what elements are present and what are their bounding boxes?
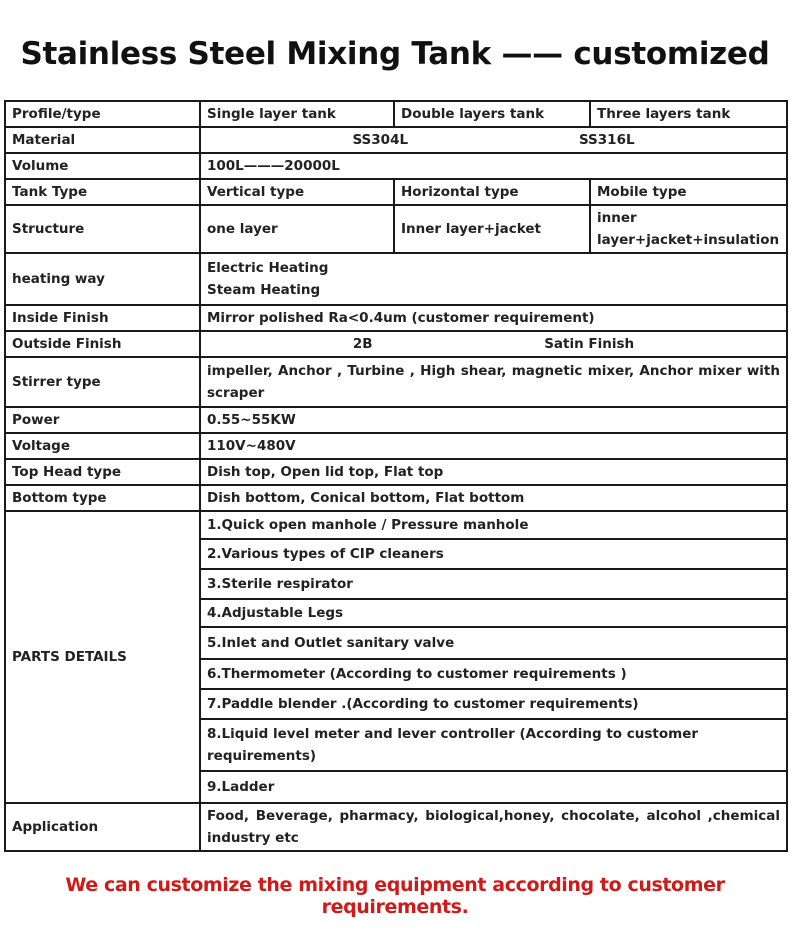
table-row [5,803,787,851]
table-row [5,101,787,127]
parts-item: 5.Inlet and Outlet sanitary valve [200,627,787,659]
footer-note: We can customize the mixing equipment according to customer requirements. [65,874,725,918]
table-row [5,357,787,407]
table-cell [200,331,787,357]
table-cell: Mobile type [590,179,787,205]
table-cell: Inner layer+jacket [394,205,590,253]
table-row [5,433,787,459]
row-label: Tank Type [5,179,200,205]
row-label: Structure [5,205,200,253]
row-label: Application [5,803,200,851]
parts-item: 6.Thermometer (According to customer requirements ) [200,659,787,689]
table-row [5,253,787,305]
parts-item: 2.Various types of CIP cleaners [200,539,787,569]
finish-2b: 2B [352,336,373,352]
row-label: Bottom type [5,485,200,511]
material-ss316l: SS316L [578,132,635,148]
parts-item: 7.Paddle blender .(According to customer requirements) [200,689,787,719]
parts-item: 3.Sterile respirator [200,569,787,599]
row-label: PARTS DETAILS [5,511,200,803]
structure-line-1: inner [597,210,637,226]
table-cell: one layer [200,205,394,253]
table-row [5,205,787,253]
row-label: Outside Finish [5,331,200,357]
table-cell: Double layers tank [394,101,590,127]
parts-item: 9.Ladder [200,771,787,803]
table-row [5,331,787,357]
row-label: Power [5,407,200,433]
structure-line-2: layer+jacket+insulation [597,232,780,248]
table-row [5,179,787,205]
row-label: Profile/type [5,101,200,127]
row-label: heating way [5,253,200,305]
table-cell: Vertical type [200,179,394,205]
table-cell: Three layers tank [590,101,787,127]
page-title: Stainless Steel Mixing Tank —— customized [20,36,770,72]
row-label: Volume [5,153,200,179]
table-row [5,407,787,433]
table-row [5,127,787,153]
table-cell [590,205,787,253]
table-cell: Mirror polished Ra<0.4um (customer requirement) [200,305,787,331]
parts-item: 8.Liquid level meter and lever controller (According to customer requirements) [200,719,787,771]
table-cell: Food, Beverage, pharmacy, biological,honey, chocolate, alcohol ,chemical industry etc [200,803,787,851]
finish-satin: Satin Finish [544,336,635,352]
material-ss304l: SS304L [352,132,409,148]
row-label: Top Head type [5,459,200,485]
table-row [5,485,787,511]
parts-item: 1.Quick open manhole / Pressure manhole [200,511,787,539]
row-label: Material [5,127,200,153]
parts-item: 4.Adjustable Legs [200,599,787,627]
table-cell: Single layer tank [200,101,394,127]
heating-electric: Electric Heating [207,260,329,276]
table-cell: 100L———20000L [200,153,787,179]
table-row [5,153,787,179]
table-cell: impeller, Anchor , Turbine , High shear, magnetic mixer, Anchor mixer with scraper [200,357,787,407]
spec-table [4,100,788,852]
table-cell: 110V~480V [200,433,787,459]
table-row [5,459,787,485]
table-cell [200,127,787,153]
heating-steam: Steam Heating [207,282,321,298]
table-cell: 0.55~55KW [200,407,787,433]
table-cell: Horizontal type [394,179,590,205]
row-label: Voltage [5,433,200,459]
table-row [5,511,787,539]
row-label: Stirrer type [5,357,200,407]
table-cell [200,253,787,305]
row-label: Inside Finish [5,305,200,331]
table-cell: Dish bottom, Conical bottom, Flat bottom [200,485,787,511]
table-row [5,305,787,331]
table-cell: Dish top, Open lid top, Flat top [200,459,787,485]
